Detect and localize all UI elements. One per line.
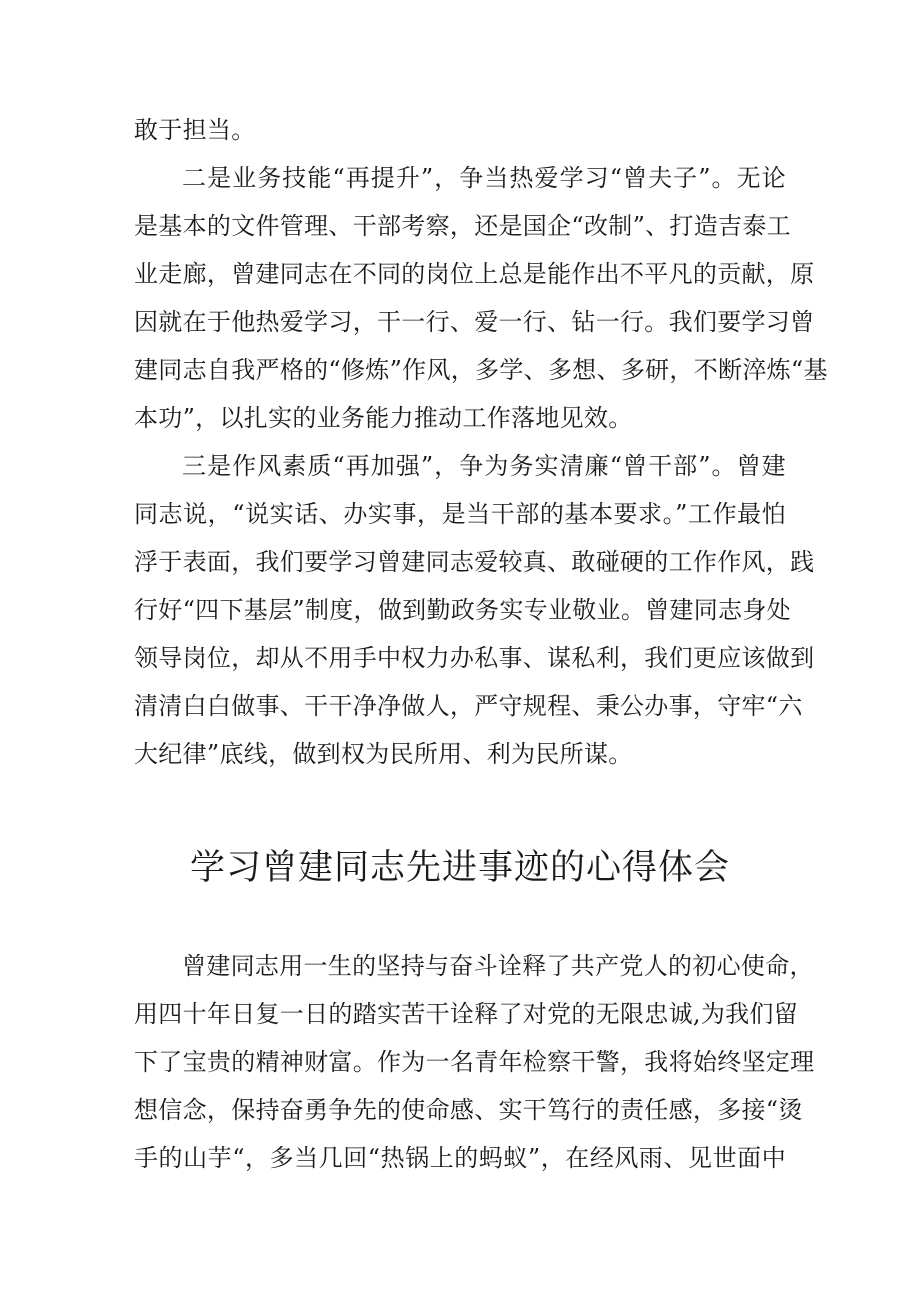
paragraph-line: 建同志自我严格的“修炼”作风，多学、多想、多研，不断淬炼“基 <box>134 356 828 384</box>
paragraph-line: 领导岗位，却从不用手中权力办私事、谋私利，我们更应该做到 <box>134 644 815 672</box>
document-title: 学习曾建同志先进事迹的心得体会 <box>189 848 730 888</box>
paragraph-line: 用四十年日复一日的踏实苦干诠释了对党的无限忠诚,为我们留 <box>134 1000 799 1028</box>
section-2-text <box>134 942 815 1182</box>
paragraph-line: 本功”，以扎实的业务能力推动工作落地见效。 <box>134 404 633 432</box>
paragraph-line: 三是作风素质“再加强”，争为务实清廉“曾干部”。曾建 <box>182 452 786 480</box>
paragraph-line: 曾建同志用一生的坚持与奋斗诠释了共产党人的初心使命， <box>182 952 814 980</box>
paragraph-line: 想信念，保持奋勇争先的使命感、实干笃行的责任感，多接“烫 <box>134 1096 803 1124</box>
paragraph-line: 下了宝贵的精神财富。作为一名青年检察干警，我将始终坚定理 <box>134 1048 815 1076</box>
paragraph-line: 业走廊，曾建同志在不同的岗位上总是能作出不平凡的贡献，原 <box>134 260 815 288</box>
paragraph-line: 清清白白做事、干干净净做人，严守规程、秉公办事，守牢“六 <box>134 692 803 720</box>
paragraph-line: 敢于担当。 <box>134 116 256 144</box>
section-1-text <box>134 106 828 778</box>
paragraph-line: 手的山芋“，多当几回“热锅上的蚂蚁”，在经风雨、见世面中 <box>134 1144 786 1172</box>
paragraph-line: 因就在于他热爱学习，干一行、爱一行、钻一行。我们要学习曾 <box>134 308 815 336</box>
paragraph-line: 行好“四下基层”制度，做到勤政务实专业敬业。曾建同志身处 <box>134 596 791 624</box>
paragraph-line: 是基本的文件管理、干部考察，还是国企“改制”、打造吉泰工 <box>134 212 791 240</box>
paragraph-line: 二是业务技能“再提升”，争当热爱学习“曾夫子”。无论 <box>182 164 786 192</box>
paragraph-line: 浮于表面，我们要学习曾建同志爱较真、敢碰硬的工作作风，践 <box>134 548 815 576</box>
paragraph-line: 大纪律”底线，做到权为民所用、利为民所谋。 <box>134 740 633 768</box>
paragraph-line: 同志说，“说实话、办实事，是当干部的基本要求。”工作最怕 <box>134 500 786 528</box>
